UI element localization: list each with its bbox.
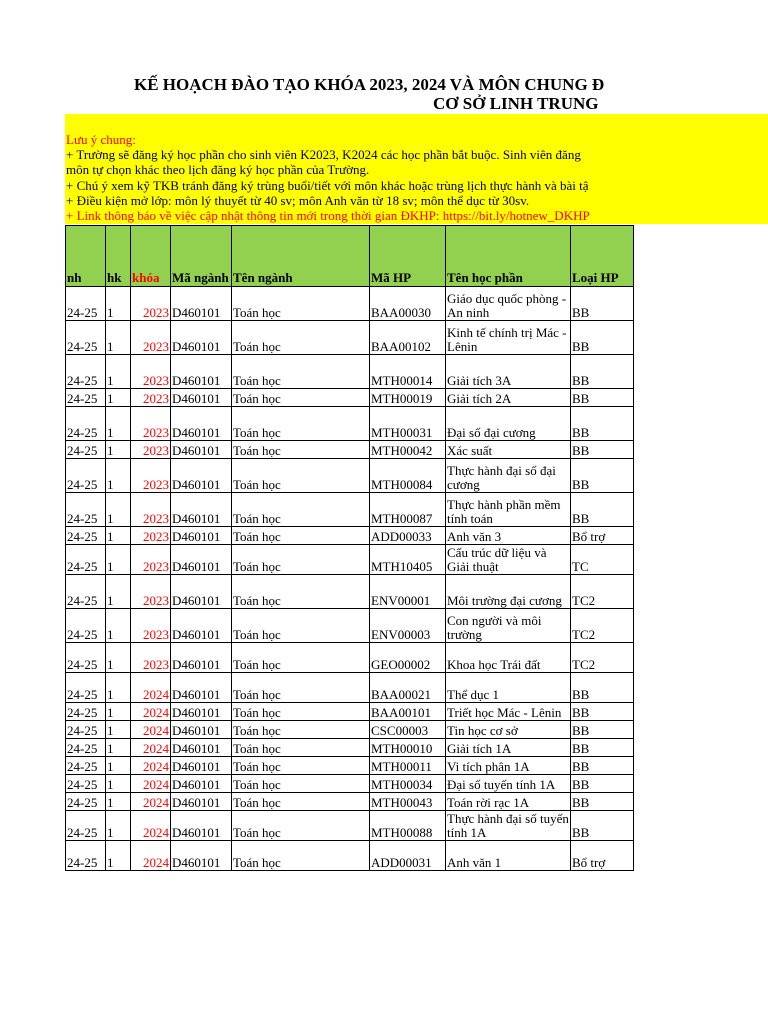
- cell-nh[interactable]: 24-25: [66, 739, 106, 757]
- cell-ten-hp[interactable]: Giải tích 2A: [446, 389, 571, 407]
- table-row: [66, 739, 634, 757]
- cell-nh[interactable]: 24-25: [66, 841, 106, 871]
- cell-hk[interactable]: 1: [106, 389, 131, 407]
- cell-ten-nganh[interactable]: Toán học: [232, 407, 370, 441]
- cell-loai-hp[interactable]: BB: [571, 389, 634, 407]
- cell-hk[interactable]: 1: [106, 545, 131, 575]
- header-ten-nganh: Tên ngành: [232, 226, 370, 287]
- table-row: [66, 545, 634, 575]
- header-khoa: khóa: [131, 226, 171, 287]
- cell-khoa[interactable]: 2024: [131, 739, 171, 757]
- cell-ten-hp[interactable]: Môi trường đại cương: [446, 575, 571, 609]
- cell-loai-hp[interactable]: TC2: [571, 575, 634, 609]
- cell-hk[interactable]: 1: [106, 355, 131, 389]
- cell-ma-nganh[interactable]: D460101: [171, 389, 232, 407]
- cell-ten-nganh[interactable]: Toán học: [232, 459, 370, 493]
- cell-khoa[interactable]: 2024: [131, 757, 171, 775]
- header-nh: nh: [66, 226, 106, 287]
- page-title-line-2: CƠ SỞ LINH TRUNG: [433, 94, 599, 113]
- header-ma-nganh: Mã ngành: [171, 226, 232, 287]
- cell-ten-hp[interactable]: Thực hành đại số đại cương: [446, 459, 571, 493]
- cell-khoa[interactable]: 2023: [131, 493, 171, 527]
- cell-ma-nganh[interactable]: D460101: [171, 441, 232, 459]
- cell-ma-nganh[interactable]: D460101: [171, 527, 232, 545]
- cell-loai-hp[interactable]: BB: [571, 493, 634, 527]
- cell-nh[interactable]: 24-25: [66, 459, 106, 493]
- table-row: [66, 287, 634, 321]
- cell-ma-hp[interactable]: BAA00021: [370, 673, 446, 703]
- cell-ten-nganh[interactable]: Toán học: [232, 441, 370, 459]
- cell-nh[interactable]: 24-25: [66, 703, 106, 721]
- cell-ma-nganh[interactable]: D460101: [171, 459, 232, 493]
- cell-ma-hp[interactable]: MTH00031: [370, 407, 446, 441]
- cell-hk[interactable]: 1: [106, 493, 131, 527]
- cell-ten-nganh[interactable]: Toán học: [232, 793, 370, 811]
- cell-ma-hp[interactable]: MTH00087: [370, 493, 446, 527]
- cell-ma-hp[interactable]: MTH00011: [370, 757, 446, 775]
- cell-khoa[interactable]: 2024: [131, 811, 171, 841]
- cell-ma-nganh[interactable]: D460101: [171, 673, 232, 703]
- cell-ma-hp[interactable]: BAA00102: [370, 321, 446, 355]
- header-loai-hp: Loại HP: [571, 226, 634, 287]
- cell-nh[interactable]: 24-25: [66, 389, 106, 407]
- cell-nh[interactable]: 24-25: [66, 493, 106, 527]
- table-row: [66, 643, 634, 673]
- cell-ma-nganh[interactable]: D460101: [171, 793, 232, 811]
- cell-ten-hp[interactable]: Con người và môi trường: [446, 609, 571, 643]
- cell-loai-hp[interactable]: BB: [571, 441, 634, 459]
- cell-ten-hp[interactable]: Thực hành đại số tuyến tính 1A: [447, 811, 569, 840]
- cell-ma-nganh[interactable]: D460101: [171, 407, 232, 441]
- cell-ma-nganh[interactable]: D460101: [171, 757, 232, 775]
- cell-khoa[interactable]: 2024: [131, 721, 171, 739]
- general-notes-box: [65, 114, 768, 224]
- cell-hk[interactable]: 1: [106, 775, 131, 793]
- cell-ma-nganh[interactable]: D460101: [171, 703, 232, 721]
- table-row: [66, 673, 634, 703]
- cell-ma-hp[interactable]: MTH00034: [370, 775, 446, 793]
- cell-nh[interactable]: 24-25: [66, 527, 106, 545]
- notes-line-5-link[interactable]: + Link thông báo về việc cập nhật thông tin mới trong thời gian ĐKHP: https://bit.ly/hotnew_DKHP: [66, 208, 590, 224]
- cell-ten-hp[interactable]: Xác suất: [446, 441, 571, 459]
- cell-nh[interactable]: 24-25: [66, 721, 106, 739]
- cell-ten-nganh[interactable]: Toán học: [232, 321, 370, 355]
- cell-ten-hp[interactable]: Thực hành phần mềm tính toán: [446, 493, 571, 527]
- cell-khoa[interactable]: 2024: [131, 703, 171, 721]
- cell-ma-hp[interactable]: MTH00088: [370, 811, 446, 841]
- cell-hk[interactable]: 1: [106, 441, 131, 459]
- cell-khoa[interactable]: 2023: [131, 545, 171, 575]
- table-row: [66, 841, 634, 871]
- cell-hk[interactable]: 1: [106, 643, 131, 673]
- cell-ten-nganh[interactable]: Toán học: [232, 527, 370, 545]
- cell-khoa[interactable]: 2024: [131, 775, 171, 793]
- cell-loai-hp[interactable]: TC: [571, 545, 634, 575]
- notes-line-3: + Chú ý xem kỹ TKB tránh đăng ký trùng buổi/tiết với môn khác hoặc trùng lịch thực hành và bài tậ: [66, 177, 589, 193]
- table-row: [66, 527, 634, 545]
- cell-ten-nganh[interactable]: Toán học: [232, 721, 370, 739]
- cell-loai-hp[interactable]: BB: [571, 459, 634, 493]
- cell-ma-hp[interactable]: BAA00030: [370, 287, 446, 321]
- cell-khoa[interactable]: 2023: [131, 287, 171, 321]
- cell-khoa[interactable]: 2023: [131, 459, 171, 493]
- cell-ten-hp[interactable]: Vi tích phân 1A: [446, 757, 571, 775]
- cell-ma-hp[interactable]: ENV00003: [370, 609, 446, 643]
- cell-hk[interactable]: 1: [106, 673, 131, 703]
- cell-khoa[interactable]: 2023: [131, 407, 171, 441]
- table-row: [66, 575, 634, 609]
- cell-ma-nganh[interactable]: D460101: [171, 321, 232, 355]
- cell-ma-nganh[interactable]: D460101: [171, 575, 232, 609]
- table-row: [66, 441, 634, 459]
- cell-ten-hp[interactable]: Đại số đại cương: [446, 407, 571, 441]
- cell-hk[interactable]: 1: [106, 287, 131, 321]
- cell-khoa[interactable]: 2024: [131, 793, 171, 811]
- cell-ma-hp[interactable]: MTH10405: [370, 545, 446, 575]
- cell-hk[interactable]: 1: [106, 459, 131, 493]
- cell-ma-hp[interactable]: MTH00014: [370, 355, 446, 389]
- cell-ten-hp[interactable]: Khoa học Trái đất: [446, 643, 571, 673]
- cell-khoa[interactable]: 2023: [131, 609, 171, 643]
- cell-khoa[interactable]: 2023: [131, 575, 171, 609]
- table-row: [66, 389, 634, 407]
- cell-loai-hp[interactable]: BB: [571, 775, 634, 793]
- table-row: [66, 321, 634, 355]
- page-title-line-1: KẾ HOẠCH ĐÀO TẠO KHÓA 2023, 2024 VÀ MÔN CHUNG Đ: [134, 75, 605, 94]
- cell-loai-hp[interactable]: BB: [571, 811, 634, 841]
- cell-ten-nganh[interactable]: Toán học: [232, 757, 370, 775]
- notes-line-4: + Điều kiện mở lớp: môn lý thuyết từ 40 sv; môn Anh văn từ 18 sv; môn thể dục từ 30sv.: [66, 192, 530, 208]
- cell-ma-hp[interactable]: ADD00033: [370, 527, 446, 545]
- cell-loai-hp[interactable]: BB: [571, 287, 634, 321]
- cell-nh[interactable]: 24-25: [66, 287, 106, 321]
- cell-hk[interactable]: 1: [106, 739, 131, 757]
- cell-loai-hp[interactable]: BB: [571, 407, 634, 441]
- cell-ten-hp[interactable]: Giải tích 3A: [446, 355, 571, 389]
- cell-ten-nganh[interactable]: Toán học: [232, 545, 370, 575]
- cell-ten-hp[interactable]: Giáo dục quốc phòng - An ninh: [446, 287, 571, 321]
- cell-khoa[interactable]: 2023: [131, 441, 171, 459]
- cell-hk[interactable]: 1: [106, 793, 131, 811]
- notes-heading: Lưu ý chung:: [66, 132, 136, 147]
- cell-nh[interactable]: 24-25: [66, 441, 106, 459]
- cell-nh[interactable]: 24-25: [66, 545, 106, 575]
- cell-loai-hp[interactable]: Bổ trợ: [571, 841, 634, 871]
- cell-ma-nganh[interactable]: D460101: [171, 545, 232, 575]
- cell-nh[interactable]: 24-25: [66, 811, 106, 841]
- cell-khoa[interactable]: 2023: [131, 389, 171, 407]
- cell-khoa[interactable]: 2024: [131, 841, 171, 871]
- cell-ten-nganh[interactable]: Toán học: [232, 493, 370, 527]
- cell-loai-hp[interactable]: BB: [571, 793, 634, 811]
- cell-ten-nganh[interactable]: Toán học: [232, 739, 370, 757]
- cell-ma-hp[interactable]: MTH00084: [370, 459, 446, 493]
- cell-ma-hp[interactable]: GEO00002: [370, 643, 446, 673]
- cell-nh[interactable]: 24-25: [66, 355, 106, 389]
- cell-khoa[interactable]: 2023: [131, 321, 171, 355]
- cell-nh[interactable]: 24-25: [66, 575, 106, 609]
- cell-hk[interactable]: 1: [106, 757, 131, 775]
- cell-hk[interactable]: 1: [106, 609, 131, 643]
- cell-ten-nganh[interactable]: Toán học: [232, 841, 370, 871]
- table-row: [66, 609, 634, 643]
- cell-ten-nganh[interactable]: Toán học: [232, 609, 370, 643]
- cell-ten-hp[interactable]: Đại số tuyến tính 1A: [446, 775, 571, 793]
- table-row: [66, 459, 634, 493]
- cell-loai-hp[interactable]: TC2: [571, 643, 634, 673]
- cell-nh[interactable]: 24-25: [66, 643, 106, 673]
- cell-ma-nganh[interactable]: D460101: [171, 355, 232, 389]
- cell-ten-nganh[interactable]: Toán học: [232, 355, 370, 389]
- cell-ten-nganh[interactable]: Toán học: [232, 703, 370, 721]
- header-ma-hp: Mã HP: [370, 226, 446, 287]
- cell-nh[interactable]: 24-25: [66, 321, 106, 355]
- cell-ten-nganh[interactable]: Toán học: [232, 643, 370, 673]
- cell-ten-hp[interactable]: Cấu trúc dữ liệu và Giải thuật: [446, 545, 571, 575]
- cell-hk[interactable]: 1: [106, 527, 131, 545]
- notes-line-1: + Trường sẽ đăng ký học phần cho sinh viên K2023, K2024 các học phần bắt buộc. Sinh viên đăng: [66, 147, 581, 163]
- cell-ten-nganh[interactable]: Toán học: [232, 673, 370, 703]
- cell-ma-hp[interactable]: MTH00042: [370, 441, 446, 459]
- header-hk: hk: [106, 226, 131, 287]
- table-row: [66, 793, 634, 811]
- cell-ma-nganh[interactable]: D460101: [171, 811, 232, 841]
- table-header-row: [66, 226, 634, 287]
- cell-nh[interactable]: 24-25: [66, 673, 106, 703]
- cell-loai-hp[interactable]: BB: [571, 757, 634, 775]
- course-plan-table: [65, 225, 634, 871]
- cell-ma-nganh[interactable]: D460101: [171, 841, 232, 871]
- cell-ma-hp[interactable]: MTH00010: [370, 739, 446, 757]
- cell-ten-hp[interactable]: Thể dục 1: [446, 673, 571, 703]
- cell-hk[interactable]: 1: [106, 841, 131, 871]
- cell-ma-nganh[interactable]: D460101: [171, 643, 232, 673]
- cell-khoa[interactable]: 2023: [131, 643, 171, 673]
- cell-loai-hp[interactable]: BB: [571, 355, 634, 389]
- cell-nh[interactable]: 24-25: [66, 793, 106, 811]
- table-row: [66, 811, 634, 841]
- table-row: [66, 775, 634, 793]
- cell-nh[interactable]: 24-25: [66, 757, 106, 775]
- cell-ma-hp[interactable]: MTH00043: [370, 793, 446, 811]
- cell-ma-nganh[interactable]: D460101: [171, 493, 232, 527]
- cell-ten-nganh[interactable]: Toán học: [232, 287, 370, 321]
- cell-hk[interactable]: 1: [106, 407, 131, 441]
- table-row: [66, 757, 634, 775]
- cell-loai-hp[interactable]: Bổ trợ: [571, 527, 634, 545]
- table-row: [66, 407, 634, 441]
- cell-hk[interactable]: 1: [106, 321, 131, 355]
- cell-loai-hp[interactable]: BB: [571, 703, 634, 721]
- cell-khoa[interactable]: 2023: [131, 355, 171, 389]
- table-row: [66, 493, 634, 527]
- cell-loai-hp[interactable]: BB: [571, 321, 634, 355]
- cell-ten-hp[interactable]: Toán rời rạc 1A: [446, 793, 571, 811]
- cell-ma-nganh[interactable]: D460101: [171, 721, 232, 739]
- cell-ten-nganh[interactable]: Toán học: [232, 389, 370, 407]
- cell-ten-hp[interactable]: Kinh tế chính trị Mác - Lênin: [446, 321, 571, 355]
- cell-loai-hp[interactable]: BB: [571, 721, 634, 739]
- header-ten-hp: Tên học phần: [446, 226, 571, 287]
- table-row: [66, 721, 634, 739]
- cell-hk[interactable]: 1: [106, 575, 131, 609]
- cell-ma-nganh[interactable]: D460101: [171, 739, 232, 757]
- cell-hk[interactable]: 1: [106, 703, 131, 721]
- cell-ten-hp[interactable]: Anh văn 3: [446, 527, 571, 545]
- cell-ten-hp[interactable]: Tin học cơ sở: [446, 721, 571, 739]
- table-row: [66, 703, 634, 721]
- cell-ten-nganh[interactable]: Toán học: [232, 811, 370, 841]
- cell-ten-hp[interactable]: Giải tích 1A: [446, 739, 571, 757]
- cell-khoa[interactable]: 2023: [131, 527, 171, 545]
- cell-nh[interactable]: 24-25: [66, 775, 106, 793]
- cell-loai-hp[interactable]: BB: [571, 673, 634, 703]
- cell-ma-hp[interactable]: CSC00003: [370, 721, 446, 739]
- cell-nh[interactable]: 24-25: [66, 407, 106, 441]
- cell-ten-nganh[interactable]: Toán học: [232, 775, 370, 793]
- cell-ten-hp[interactable]: Triết học Mác - Lênin: [446, 703, 571, 721]
- cell-ma-hp[interactable]: MTH00019: [370, 389, 446, 407]
- cell-ten-nganh[interactable]: Toán học: [232, 575, 370, 609]
- cell-hk[interactable]: 1: [106, 721, 131, 739]
- cell-ma-hp[interactable]: BAA00101: [370, 703, 446, 721]
- cell-nh[interactable]: 24-25: [66, 609, 106, 643]
- cell-khoa[interactable]: 2024: [131, 673, 171, 703]
- cell-hk[interactable]: 1: [106, 811, 131, 841]
- cell-loai-hp[interactable]: BB: [571, 739, 634, 757]
- cell-loai-hp[interactable]: TC2: [571, 609, 634, 643]
- cell-ma-nganh[interactable]: D460101: [171, 775, 232, 793]
- notes-line-2: môn tự chọn khác theo lịch đăng ký học phần của Trường.: [66, 162, 370, 178]
- cell-ma-nganh[interactable]: D460101: [171, 287, 232, 321]
- table-row: [66, 355, 634, 389]
- cell-ma-nganh[interactable]: D460101: [171, 609, 232, 643]
- cell-ma-hp[interactable]: ADD00031: [370, 841, 446, 871]
- cell-ma-hp[interactable]: ENV00001: [370, 575, 446, 609]
- cell-ten-hp[interactable]: Anh văn 1: [446, 841, 571, 871]
